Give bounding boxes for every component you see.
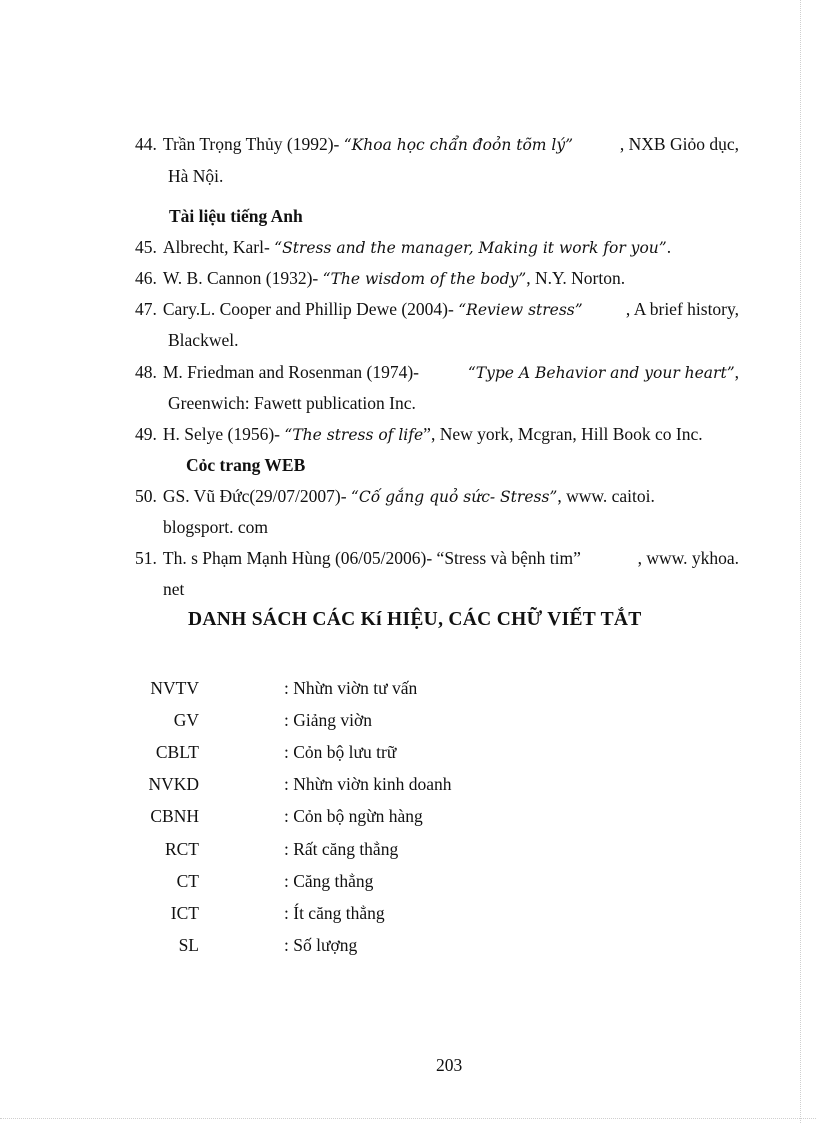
reference-46: 46. W. B. Cannon (1932)- “The wisdom of the body”, N.Y. Norton. [135,268,626,288]
abbreviation-code: NVTV [150,678,199,698]
abbreviation-desc: : Rất căng thẳng [284,839,399,859]
section-english: Tài liệu tiếng Anh [169,206,303,226]
abbreviation-code: CT [176,871,199,891]
reference-47: 47. Cary.L. Cooper and Phillip Dewe (2004)- “Review stress” , A brief history, [135,299,739,319]
reference-45: 45. Albrecht, Karl- “Stress and the manager, Making it work for you”. [135,237,672,257]
abbreviation-row [150,903,650,927]
page-number: 203 [436,1055,463,1075]
reference-50: 50. GS. Vũ Đức(29/07/2007)- “Cố gắng quỏ sức- Stress”, www. caitoi. [135,486,655,506]
abbreviation-row [150,774,650,798]
abbreviation-desc: : Cỏn bộ lưu trữ [284,742,397,762]
section-web: Cỏc trang WEB [186,455,306,475]
abbreviation-code: SL [178,935,199,955]
reference-47-cont: Blackwel. [168,330,239,350]
abbreviation-desc: : Giảng viờn [284,710,372,730]
abbreviation-desc: : Căng thẳng [284,871,374,891]
abbreviation-desc: : Nhừn viờn tư vấn [284,678,418,698]
abbreviation-code: NVKD [148,774,199,794]
abbreviation-desc: : Ít căng thẳng [284,903,385,923]
reference-51-cont: net [163,579,185,599]
abbreviation-code: CBNH [150,806,199,826]
abbreviation-code: GV [173,710,199,730]
abbreviation-row [150,742,650,766]
reference-51: 51. Th. s Phạm Mạnh Hùng (06/05/2006)- “Stress và bệnh tim” , www. ykhoa. [135,548,739,568]
abbreviation-desc: : Số lượng [284,935,358,955]
reference-48-cont: Greenwich: Fawett publication Inc. [168,393,416,413]
abbreviation-row [150,678,650,702]
abbreviation-row [150,710,650,734]
abbreviation-code: ICT [170,903,199,923]
reference-44: 44. Trần Trọng Thủy (1992)- “Khoa học chẩn đoỏn tõm lý” , NXB Giỏo dục, [135,134,739,154]
abbreviation-row [150,806,650,830]
abbreviation-code: CBLT [155,742,199,762]
page-edge-bottom [0,1118,816,1120]
page-edge-right [800,0,802,1123]
abbreviation-code: RCT [164,839,199,859]
abbreviation-desc: : Nhừn viờn kinh doanh [284,774,452,794]
abbreviation-row [150,935,650,959]
abbreviation-row [150,871,650,895]
abbreviation-desc: : Cỏn bộ ngừn hàng [284,806,423,826]
reference-50-cont: blogsport. com [163,517,268,537]
abbreviation-row [150,839,650,863]
reference-49: 49. H. Selye (1956)- “The stress of life”, New york, Mcgran, Hill Book co Inc. [135,424,703,444]
reference-48: 48. M. Friedman and Rosenman (1974)- “Type A Behavior and your heart”, [135,362,739,382]
abbreviations-title: DANH SÁCH CÁC Kí HIỆU, CÁC CHỮ VIẾT TẮT [188,609,642,630]
reference-44-cont: Hà Nội. [168,166,224,186]
